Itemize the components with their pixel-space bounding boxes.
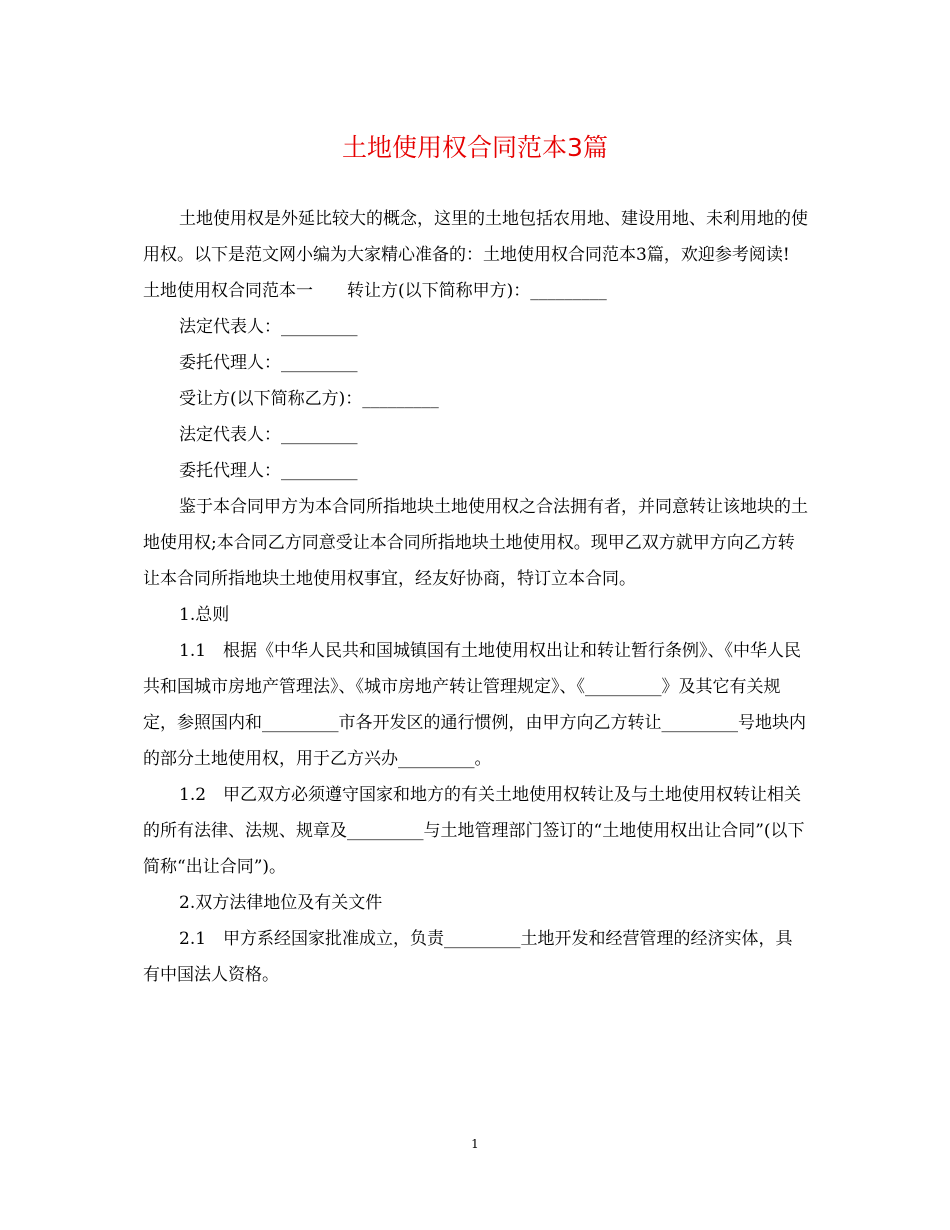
party-b-line: 受让方(以下简称乙方)：_________ (179, 389, 439, 409)
section-2-heading: 2.双方法律地位及有关文件 (179, 893, 383, 913)
party-b-agent: 委托代理人：_________ (179, 461, 358, 481)
clause-2-1: 2.1 甲方系经国家批准成立，负责_________土地开发和经营管理的经济实体，具有中国法人资格。 (143, 929, 793, 985)
contract-heading-line: 土地使用权合同范本一 转让方(以下简称甲方)：_________ (143, 281, 607, 301)
document-title: 土地使用权合同范本3篇 (342, 133, 608, 162)
clause-1-2: 1.2 甲乙双方必须遵守国家和地方的有关土地使用权转让及与土地使用权转让相关的所有法律、法规、规章及_________与土地管理部门签订的“土地使用权出让合同”(以下简称“出让合同”)。 (143, 785, 805, 877)
page-number: 1 (471, 1137, 479, 1151)
preamble-paragraph: 鉴于本合同甲方为本合同所指地块土地使用权之合法拥有者，并同意转让该地块的土地使用权;本合同乙方同意受让本合同所指地块土地使用权。现甲乙双方就甲方向乙方转让本合同所指地块土地使用权事宜，经友好协商，特订立本合同。 (143, 497, 808, 589)
section-1-heading: 1.总则 (179, 605, 230, 625)
clause-1-1: 1.1 根据《中华人民共和国城镇国有土地使用权出让和转让暂行条例》、《中华人民共和国城市房地产管理法》、《城市房地产转让管理规定》、《_________》及其它有关规定，参照国内和_________市各开发区的通行惯例，由甲方向乙方转让_________号地块内的部分土地使用权，用于乙方兴办_________。 (143, 641, 806, 769)
party-a-legal-rep: 法定代表人：_________ (179, 317, 358, 337)
party-a-agent: 委托代理人：_________ (179, 353, 358, 373)
document-body (143, 201, 808, 993)
intro-paragraph: 土地使用权是外延比较大的概念，这里的土地包括农用地、建设用地、未利用地的使用权。以下是范文网小编为大家精心准备的：土地使用权合同范本3篇，欢迎参考阅读! (143, 209, 808, 265)
party-b-legal-rep: 法定代表人：_________ (179, 425, 358, 445)
